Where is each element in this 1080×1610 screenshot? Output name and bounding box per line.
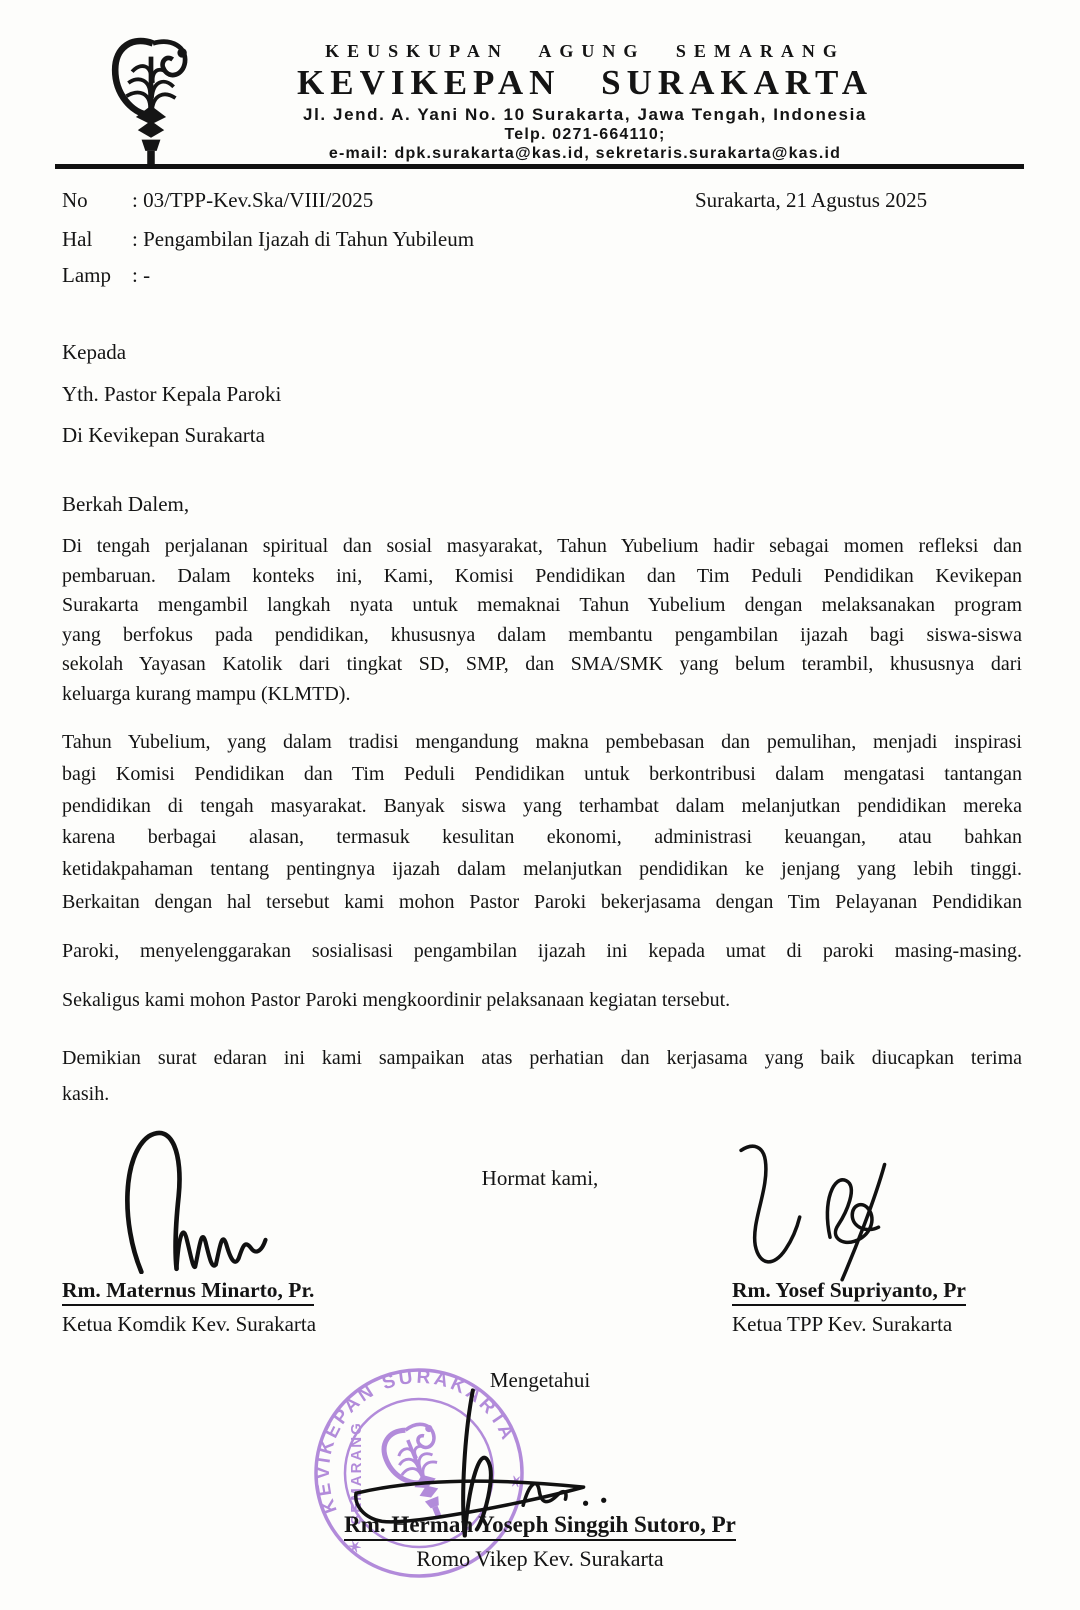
paragraph-line: karena berbagai alasan, termasuk kesulitan ekonomi, administrasi keuangan, atau bahkan	[62, 826, 1022, 849]
meta-row-lamp	[62, 263, 702, 288]
org-address: Jl. Jend. A. Yani No. 10 Surakarta, Jawa Tengah, Indonesia	[303, 105, 867, 125]
paragraph-line: keluarga kurang mampu (KLMTD).	[62, 682, 351, 705]
paragraph-3	[62, 878, 1022, 1025]
no-value: : 03/TPP-Kev.Ska/VIII/2025	[132, 188, 374, 212]
recipient-yth: Yth. Pastor Kepala Paroki	[62, 382, 282, 406]
paragraph-line: ketidakpahaman tentang pentingnya ijazah dalam melanjutkan pendidikan ke jenjang yang lebih tinggi.	[62, 858, 1022, 881]
recipient-di: Di Kevikepan Surakarta	[62, 423, 265, 447]
bottom-signatory-title: Romo Vikep Kev. Surakarta	[416, 1546, 664, 1571]
letterhead	[145, 42, 1025, 162]
bottom-signatory-name: Rm. Herman Yoseph Singgih Sutoro, Pr	[344, 1512, 736, 1541]
paragraph-line: Surakarta mengambil langkah nyata untuk memaknai Tahun Yubelium dengan melaksanakan program	[62, 594, 1022, 617]
org-phone: Telp. 0271-664110;	[504, 125, 666, 143]
paragraph-line: sekolah Yayasan Katolik dari tingkat SD, SMP, dan SMA/SMK yang belum terambil, khususnya dari	[62, 653, 1022, 676]
letterhead-divider	[55, 164, 1024, 169]
hal-label: Hal	[62, 227, 93, 251]
meta-row-no	[62, 188, 702, 213]
lamp-label: Lamp	[62, 263, 111, 287]
signature-yosef-supriyanto	[733, 1140, 925, 1282]
recipient-kepada: Kepada	[62, 340, 127, 364]
paragraph-line: bagi Komisi Pendidikan dan Tim Peduli Pendidikan untuk berkontribusi dalam mengatasi tantangan	[62, 762, 1022, 785]
right-signatory-name: Rm. Yosef Supriyanto, Pr	[732, 1278, 966, 1306]
paragraph-1	[62, 532, 1022, 710]
paragraph-line: pendidikan di tengah masyarakat. Banyak siswa yang terhambat dalam melanjutkan pendidikan mereka	[62, 794, 1022, 817]
stamp-star-right: ✶	[507, 1472, 526, 1494]
paragraph-line: kasih.	[62, 1083, 110, 1105]
left-signatory	[62, 1278, 316, 1337]
paragraph-4	[62, 1040, 1022, 1112]
letter-date: Surakarta, 21 Agustus 2025	[695, 188, 928, 212]
left-signatory-title: Ketua Komdik Kev. Surakarta	[62, 1312, 317, 1336]
paragraph-2	[62, 727, 1022, 886]
left-signatory-name: Rm. Maternus Minarto, Pr.	[62, 1278, 314, 1306]
right-signatory	[732, 1278, 966, 1337]
stamp-side-text: SEMARANG	[348, 1421, 365, 1525]
paragraph-line: Sekaligus kami mohon Pastor Paroki mengkoordinir pelaksanaan kegiatan tersebut.	[62, 989, 731, 1011]
bottom-signatory-name-row	[0, 1512, 1080, 1541]
paragraph-line: Di tengah perjalanan spiritual dan sosial masyarakat, Tahun Yubelium hadir sebagai momen refleksi dan	[62, 535, 1022, 557]
paragraph-line: Berkaitan dengan hal tersebut kami mohon Pastor Paroki bekerjasama dengan Tim Pelayanan Pendidikan	[62, 891, 1022, 913]
hormat-kami: Hormat kami,	[481, 1166, 599, 1190]
org-name-line1: KEUSKUPAN AGUNG SEMARANG	[325, 41, 845, 61]
right-signatory-title: Ketua TPP Kev. Surakarta	[732, 1312, 953, 1336]
signature-maternus-minarto	[100, 1124, 280, 1274]
paragraph-line: Tahun Yubelium, yang dalam tradisi mengandung makna pembebasan dan pemulihan, menjadi inspirasi	[62, 731, 1022, 753]
mengetahui: Mengetahui	[489, 1368, 591, 1392]
org-name-line2: KEVIKEPAN SURAKARTA	[297, 62, 873, 102]
paragraph-line: pembaruan. Dalam konteks ini, Kami, Komisi Pendidikan dan Tim Peduli Pendidikan Kevikepan	[62, 564, 1022, 587]
stamp-star-left: ✶	[345, 1537, 365, 1559]
paragraph-line: Demikian surat edaran ini kami sampaikan atas perhatian dan kerjasama yang baik diucapkan terima	[62, 1047, 1022, 1069]
stamp-ring-text: KEVIKEPAN SURAKARTA	[312, 1366, 519, 1517]
salutation: Berkah Dalem,	[62, 492, 190, 516]
paragraph-line: yang berfokus pada pendidikan, khususnya dalam membantu pengambilan ijazah bagi siswa-siswa	[62, 623, 1022, 646]
paragraph-line: Paroki, menyelenggarakan sosialisasi pengambilan ijazah ini kepada umat di paroki masing-masing.	[62, 940, 1022, 962]
meta-row-hal	[62, 227, 702, 252]
hal-value: : Pengambilan Ijazah di Tahun Yubileum	[132, 227, 475, 251]
no-label: No	[62, 188, 88, 212]
org-email: e-mail: dpk.surakarta@kas.id, sekretaris.surakarta@kas.id	[328, 144, 842, 162]
lamp-value: : -	[132, 263, 151, 287]
